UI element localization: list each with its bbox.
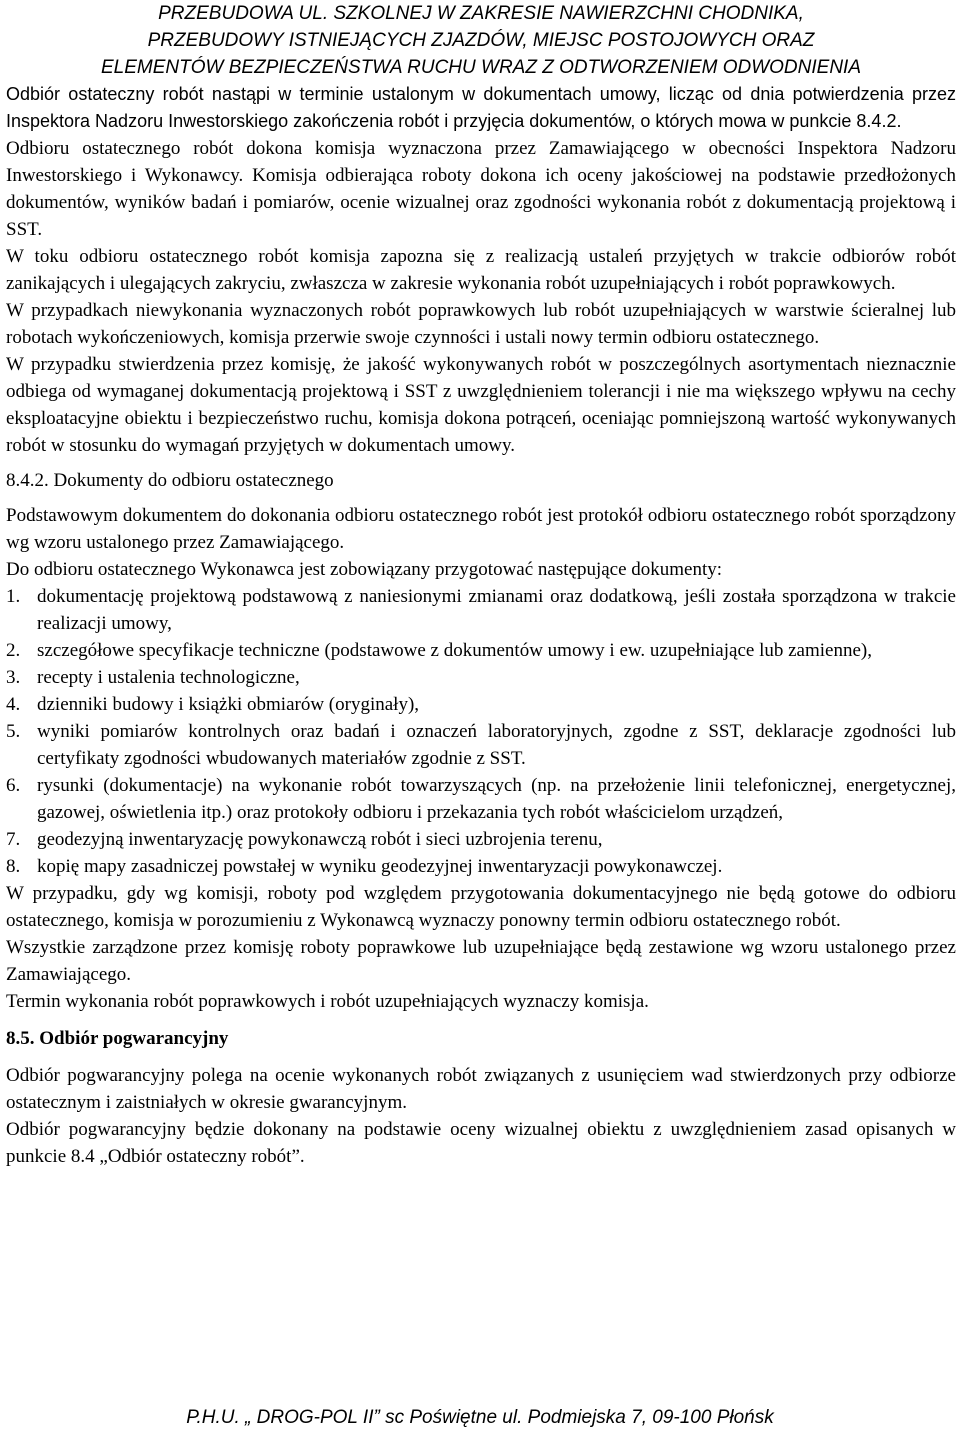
paragraph-corrections-list: Wszystkie zarządzone przez komisję roboty poprawkowe lub uzupełniające będą zestawione wg wzoru ustalonego przez Zamawiającego. bbox=[6, 937, 956, 985]
list-item-text: dokumentację projektową podstawową z naniesionymi zmianami oraz dodatkową, jeśli została sporządzona w trakcie realizacji umowy, bbox=[37, 586, 956, 634]
list-item bbox=[6, 637, 956, 664]
list-item-text: dzienniki budowy i książki obmiarów (oryginały), bbox=[37, 694, 420, 715]
list-item-number: 3. bbox=[6, 667, 21, 688]
list-item-text: kopię mapy zasadniczej powstałej w wyniku geodezyjnej inwentaryzacji powykonawczej. bbox=[37, 856, 723, 877]
list-item bbox=[6, 718, 956, 772]
list-item-number: 6. bbox=[6, 775, 21, 796]
list-item bbox=[6, 691, 956, 718]
document-header bbox=[6, 0, 956, 81]
section-title-8-4-2: Dokumenty do odbioru ostatecznego bbox=[53, 470, 334, 491]
paragraph-post-warranty-basis: Odbiór pogwarancyjny będzie dokonany na podstawie oceny wizualnej obiektu z uwzględnieniem zasad opisanych w punkcie 8.4 „Odbiór ostateczny robót”. bbox=[6, 1119, 956, 1167]
paragraph-commission-review: W toku odbioru ostatecznego robót komisja zapozna się z realizacją ustaleń przyjętych w trakcie odbiorów robót zanikających i ulegających zakryciu, zwłaszcza w zakresie wykonania robót uzupełniających i robót poprawkowych. bbox=[6, 246, 956, 294]
list-item-text: szczegółowe specyfikacje techniczne (podstawowe z dokumentów umowy i ew. uzupełniające lub zamienne), bbox=[37, 640, 872, 661]
paragraph-commission: Odbioru ostatecznego robót dokona komisja wyznaczona przez Zamawiającego w obecności Inspektora Nadzoru Inwestorskiego i Wykonawcy. Komisja odbierająca roboty dokona ich oceny jakościowej na podstawie przedłożonych dokumentów, wyników badań i pomiarów, ocenie wizualnej oraz zgodności wykonania robót z dokumentacją projektową i SST. bbox=[6, 138, 956, 240]
list-item-text: rysunki (dokumentacje) na wykonanie robót towarzyszących (np. na przełożenie linii telefonicznej, energetycznej, gazowej, oświetlenia itp.) oraz protokoły odbioru i przekazania tych robót właścicielom urządzeń, bbox=[37, 775, 956, 823]
list-item bbox=[6, 853, 956, 880]
paragraph-final-acceptance-intro: Odbiór ostateczny robót nastąpi w terminie ustalonym w dokumentach umowy, licząc od dnia potwierdzenia przez Inspektora Nadzoru Inwestorskiego zakończenia robót i przyjęcia dokumentów, o których mowa w punkcie 8.4.2. bbox=[6, 84, 956, 131]
header-line-2: PRZEBUDOWY ISTNIEJĄCYCH ZJAZDÓW, MIEJSC POSTOJOWYCH ORAZ bbox=[147, 30, 815, 51]
document-footer: P.H.U. „ DROG-POL II” sc Poświętne ul. Podmiejska 7, 09-100 Płońsk bbox=[186, 1407, 774, 1428]
list-item-number: 1. bbox=[6, 586, 21, 607]
documents-list bbox=[6, 583, 956, 880]
section-heading-8-4-2 bbox=[6, 467, 956, 494]
list-item-text: recepty i ustalenia technologiczne, bbox=[37, 667, 300, 688]
list-item-text: geodezyjną inwentaryzację powykonawczą robót i sieci uzbrojenia terenu, bbox=[37, 829, 603, 850]
section-heading-8-5 bbox=[6, 1025, 956, 1052]
section-number-8-4-2: 8.4.2. bbox=[6, 470, 49, 491]
list-item-number: 7. bbox=[6, 829, 21, 850]
list-item bbox=[6, 772, 956, 826]
list-item-number: 2. bbox=[6, 640, 21, 661]
header-line-1: PRZEBUDOWA UL. SZKOLNEJ W ZAKRESIE NAWIERZCHNI CHODNIKA, bbox=[158, 3, 804, 24]
list-item-number: 4. bbox=[6, 694, 21, 715]
paragraph-documents-not-ready: W przypadku, gdy wg komisji, roboty pod względem przygotowania dokumentacyjnego nie będą gotowe do odbioru ostatecznego, komisja w porozumieniu z Wykonawcą wyznaczy ponowny termin odbioru ostatecznego robót. bbox=[6, 883, 956, 931]
paragraph-documents-intro: Do odbioru ostatecznego Wykonawca jest zobowiązany przygotować następujące dokumenty: bbox=[6, 559, 723, 580]
paragraph-protocol: Podstawowym dokumentem do dokonania odbioru ostatecznego robót jest protokół odbioru ostatecznego robót sporządzony wg wzoru ustalonego przez Zamawiającego. bbox=[6, 505, 956, 553]
list-item bbox=[6, 583, 956, 637]
section-title-8-5: Odbiór pogwarancyjny bbox=[39, 1028, 229, 1049]
list-item-number: 8. bbox=[6, 856, 21, 877]
header-line-3: ELEMENTÓW BEZPIECZEŃSTWA RUCHU WRAZ Z ODTWORZENIEM ODWODNIENIA bbox=[101, 57, 861, 78]
paragraph-deductions: W przypadku stwierdzenia przez komisję, że jakość wykonywanych robót w poszczególnych asortymentach nieznacznie odbiega od wymaganej dokumentacją projektową i SST z uwzględnieniem tolerancji i nie ma większego wpływu na cechy eksploatacyjne obiektu i bezpieczeństwo ruchu, komisja dokona potrąceń, oceniając pomniejszoną wartość wykonywanych robót w stosunku do wymagań przyjętych w dokumentach umowy. bbox=[6, 354, 956, 456]
list-item-number: 5. bbox=[6, 721, 21, 742]
paragraph-post-warranty: Odbiór pogwarancyjny polega na ocenie wykonanych robót związanych z usunięciem wad stwierdzonych przy odbiorze ostatecznym i zaistniałych w okresie gwarancyjnym. bbox=[6, 1065, 956, 1113]
list-item bbox=[6, 664, 956, 691]
paragraph-corrections-deadline: Termin wykonania robót poprawkowych i robót uzupełniających wyznaczy komisja. bbox=[6, 991, 649, 1012]
list-item-text: wyniki pomiarów kontrolnych oraz badań i oznaczeń laboratoryjnych, zgodne z SST, deklaracje zgodności lub certyfikaty zgodności wbudowanych materiałów zgodnie z SST. bbox=[37, 721, 956, 769]
document-body bbox=[6, 81, 956, 1170]
section-number-8-5: 8.5. bbox=[6, 1028, 35, 1049]
paragraph-incomplete-work: W przypadkach niewykonania wyznaczonych robót poprawkowych lub robót uzupełniających w warstwie ścieralnej lub robotach wykończeniowych, komisja przerwie swoje czynności i ustali nowy termin odbioru ostatecznego. bbox=[6, 300, 956, 348]
list-item bbox=[6, 826, 956, 853]
